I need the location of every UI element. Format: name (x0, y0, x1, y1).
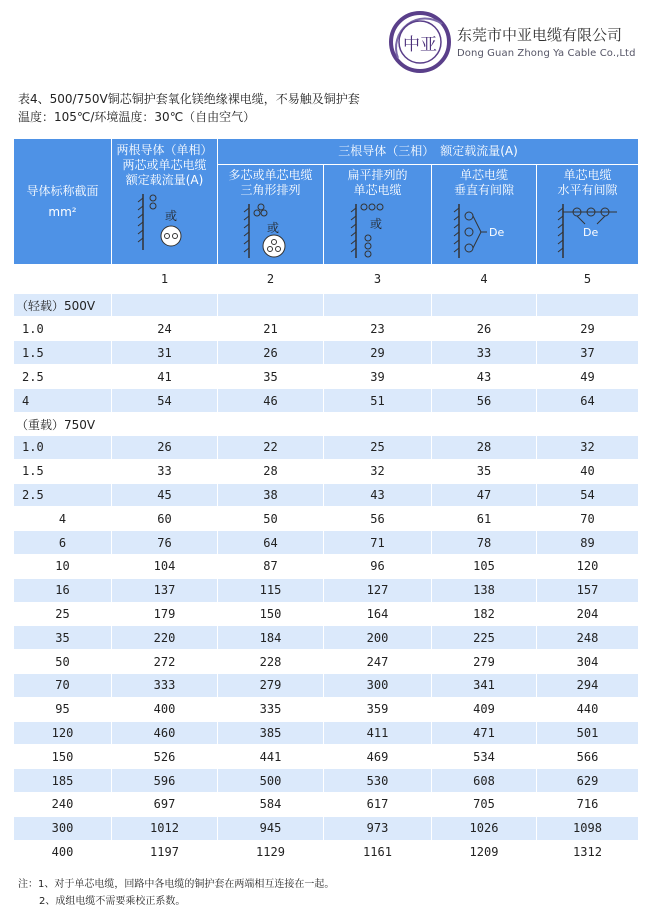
ampacity-value: 1098 (537, 816, 639, 840)
ampacity-value: 38 (218, 483, 324, 507)
table-row (14, 483, 639, 507)
ampacity-value: 596 (112, 769, 218, 793)
section-filler (324, 294, 432, 317)
ampacity-value: 973 (324, 816, 432, 840)
ampacity-value: 105 (432, 554, 537, 578)
ampacity-value: 87 (218, 554, 324, 578)
header-col5: 单芯电缆 水平有间隙 De (537, 165, 639, 265)
ampacity-value: 26 (218, 341, 324, 365)
section-filler (324, 413, 432, 436)
ampacity-value: 469 (324, 745, 432, 769)
table-row (14, 389, 639, 413)
ampacity-value: 530 (324, 769, 432, 793)
table-row (14, 459, 639, 483)
table-row (14, 626, 639, 650)
ampacity-value: 21 (218, 317, 324, 341)
ampacity-value: 115 (218, 578, 324, 602)
ampacity-value: 32 (324, 459, 432, 483)
ampacity-value: 89 (537, 531, 639, 555)
ampacity-value: 1197 (112, 840, 218, 864)
ampacity-value: 526 (112, 745, 218, 769)
diagram-flat-icon (348, 202, 408, 260)
ampacity-value: 716 (537, 792, 639, 816)
ampacity-value: 534 (432, 745, 537, 769)
ampacity-value: 78 (432, 531, 537, 555)
ampacity-value: 501 (537, 721, 639, 745)
table-row (14, 554, 639, 578)
header-two-conductors: 两根导体（单相） 两芯或单芯电缆 额定载流量(A) 或 (112, 139, 218, 265)
table-row (14, 650, 639, 674)
ampacity-value: 440 (537, 697, 639, 721)
note-1: 注：1、对于单芯电缆，回路中各电缆的铜护套在两端相互连接在一起。 (18, 879, 335, 890)
ampacity-value: 629 (537, 769, 639, 793)
conductor-size: 4 (14, 507, 112, 531)
ampacity-value: 359 (324, 697, 432, 721)
conductor-size: 400 (14, 840, 112, 864)
col-number: 4 (432, 265, 537, 294)
table-row (14, 436, 639, 460)
table-row (14, 317, 639, 341)
diagram-horizontal-spaced-icon (555, 202, 621, 260)
header-col4: 单芯电缆 垂直有间隙 De (432, 165, 537, 265)
ampacity-value: 33 (432, 341, 537, 365)
conductor-size: 240 (14, 792, 112, 816)
ampacity-value: 411 (324, 721, 432, 745)
ampacity-value: 1209 (432, 840, 537, 864)
section-label: （重载）750V (14, 413, 112, 436)
svg-text:或: 或 (164, 209, 177, 223)
section-filler (218, 413, 324, 436)
table-row (14, 769, 639, 793)
ampacity-value: 35 (218, 365, 324, 389)
ampacity-value: 1026 (432, 816, 537, 840)
conductor-size: 6 (14, 531, 112, 555)
ampacity-value: 33 (112, 459, 218, 483)
ampacity-value: 24 (112, 317, 218, 341)
ampacity-value: 32 (537, 436, 639, 460)
ampacity-value: 43 (432, 365, 537, 389)
ampacity-value: 70 (537, 507, 639, 531)
ampacity-value: 54 (537, 483, 639, 507)
conductor-size: 2.5 (14, 483, 112, 507)
conductor-size: 25 (14, 602, 112, 626)
ampacity-value: 341 (432, 673, 537, 697)
ampacity-value: 120 (537, 554, 639, 578)
ampacity-value: 1161 (324, 840, 432, 864)
ampacity-value: 385 (218, 721, 324, 745)
header-col2: 多芯或单芯电缆 三角形排列 或 (218, 165, 324, 265)
ampacity-value: 29 (537, 317, 639, 341)
ampacity-value: 184 (218, 626, 324, 650)
section-row-light (14, 294, 639, 317)
ampacity-value: 43 (324, 483, 432, 507)
ampacity-value: 29 (324, 341, 432, 365)
ampacity-value: 46 (218, 389, 324, 413)
section-filler (112, 413, 218, 436)
ampacity-value: 45 (112, 483, 218, 507)
ampacity-value: 272 (112, 650, 218, 674)
table-row (14, 602, 639, 626)
section-row-heavy (14, 413, 639, 436)
conductor-size: 95 (14, 697, 112, 721)
ampacity-value: 60 (112, 507, 218, 531)
ampacity-value: 150 (218, 602, 324, 626)
col-number: 2 (218, 265, 324, 294)
section-filler (432, 413, 537, 436)
ampacity-value: 37 (537, 341, 639, 365)
col-number: 5 (537, 265, 639, 294)
col-number: 1 (112, 265, 218, 294)
ampacity-value: 945 (218, 816, 324, 840)
table-row (14, 697, 639, 721)
ampacity-value: 104 (112, 554, 218, 578)
ampacity-value: 608 (432, 769, 537, 793)
section-filler (112, 294, 218, 317)
svg-text:De: De (582, 226, 598, 239)
table-row (14, 673, 639, 697)
ampacity-value: 49 (537, 365, 639, 389)
ampacity-value: 41 (112, 365, 218, 389)
conductor-size: 185 (14, 769, 112, 793)
ampacity-value: 697 (112, 792, 218, 816)
ampacity-value: 248 (537, 626, 639, 650)
conductor-size: 70 (14, 673, 112, 697)
ampacity-value: 204 (537, 602, 639, 626)
table-conditions: 温度：105℃/环境温度：30℃（自由空气） (18, 110, 256, 124)
section-filler (537, 413, 639, 436)
conductor-size: 1.0 (14, 436, 112, 460)
table-row (14, 341, 639, 365)
ampacity-value: 225 (432, 626, 537, 650)
ampacity-value: 54 (112, 389, 218, 413)
ampacity-value: 179 (112, 602, 218, 626)
ampacity-value: 300 (324, 673, 432, 697)
column-number-row (14, 265, 639, 294)
ampacity-value: 76 (112, 531, 218, 555)
ampacity-value: 164 (324, 602, 432, 626)
diagram-two-core-icon (135, 192, 195, 252)
ampacity-value: 61 (432, 507, 537, 531)
ampacity-value: 400 (112, 697, 218, 721)
ampacity-value: 247 (324, 650, 432, 674)
ampacity-value: 460 (112, 721, 218, 745)
svg-text:De: De (489, 226, 505, 239)
ampacity-value: 294 (537, 673, 639, 697)
ampacity-value: 28 (432, 436, 537, 460)
ampacity-value: 500 (218, 769, 324, 793)
col-number: 3 (324, 265, 432, 294)
conductor-size: 4 (14, 389, 112, 413)
ampacity-value: 335 (218, 697, 324, 721)
conductor-size: 300 (14, 816, 112, 840)
conductor-size: 50 (14, 650, 112, 674)
ampacity-value: 279 (218, 673, 324, 697)
table-row (14, 531, 639, 555)
conductor-size: 1.5 (14, 341, 112, 365)
ampacity-value: 471 (432, 721, 537, 745)
ampacity-value: 220 (112, 626, 218, 650)
ampacity-value: 96 (324, 554, 432, 578)
table-row (14, 721, 639, 745)
table-row (14, 507, 639, 531)
ampacity-value: 64 (537, 389, 639, 413)
ampacity-table (13, 138, 639, 864)
ampacity-value: 40 (537, 459, 639, 483)
ampacity-value: 1312 (537, 840, 639, 864)
table-row (14, 840, 639, 864)
ampacity-value: 279 (432, 650, 537, 674)
ampacity-value: 28 (218, 459, 324, 483)
ampacity-value: 566 (537, 745, 639, 769)
svg-text:或: 或 (369, 217, 382, 231)
table-caption: 表4、500/750V铜芯铜护套氧化镁绝缘裸电缆，不易触及铜护套 (18, 92, 360, 106)
diagram-vertical-spaced-icon (451, 202, 517, 260)
ampacity-value: 51 (324, 389, 432, 413)
conductor-size: 10 (14, 554, 112, 578)
ampacity-value: 25 (324, 436, 432, 460)
ampacity-value: 200 (324, 626, 432, 650)
company-name-cn: 东莞市中亚电缆有限公司 (457, 26, 623, 44)
ampacity-value: 409 (432, 697, 537, 721)
ampacity-value: 584 (218, 792, 324, 816)
ampacity-value: 31 (112, 341, 218, 365)
table-row (14, 816, 639, 840)
ampacity-value: 50 (218, 507, 324, 531)
svg-text:或: 或 (266, 221, 279, 235)
table-row (14, 365, 639, 389)
header-three-conductors: 三根导体（三相） 额定载流量(A) (218, 139, 639, 165)
table-row (14, 745, 639, 769)
ampacity-value: 56 (324, 507, 432, 531)
ampacity-value: 47 (432, 483, 537, 507)
ampacity-value: 182 (432, 602, 537, 626)
ampacity-value: 157 (537, 578, 639, 602)
conductor-size: 1.0 (14, 317, 112, 341)
diagram-trefoil-icon (241, 202, 301, 260)
ampacity-value: 127 (324, 578, 432, 602)
ampacity-value: 1012 (112, 816, 218, 840)
section-label: （轻载）500V (14, 294, 112, 317)
table-row (14, 578, 639, 602)
ampacity-value: 228 (218, 650, 324, 674)
ampacity-value: 441 (218, 745, 324, 769)
note-2: 2、成组电缆不需要乘校正系数。 (39, 896, 186, 907)
ampacity-value: 333 (112, 673, 218, 697)
ampacity-value: 39 (324, 365, 432, 389)
header-conductor: 导体标称截面 mm² (14, 139, 112, 265)
company-name-en: Dong Guan Zhong Ya Cable Co.,Ltd (457, 48, 636, 59)
ampacity-value: 71 (324, 531, 432, 555)
ampacity-value: 22 (218, 436, 324, 460)
conductor-size: 150 (14, 745, 112, 769)
ampacity-value: 23 (324, 317, 432, 341)
company-logo (388, 10, 452, 74)
conductor-size: 35 (14, 626, 112, 650)
logo-text: 中亚 (403, 35, 437, 55)
section-filler (432, 294, 537, 317)
ampacity-value: 56 (432, 389, 537, 413)
ampacity-value: 64 (218, 531, 324, 555)
ampacity-value: 617 (324, 792, 432, 816)
ampacity-value: 304 (537, 650, 639, 674)
ampacity-value: 35 (432, 459, 537, 483)
conductor-size: 2.5 (14, 365, 112, 389)
col-number-blank (14, 265, 112, 294)
conductor-size: 1.5 (14, 459, 112, 483)
ampacity-value: 1129 (218, 840, 324, 864)
table-row (14, 792, 639, 816)
ampacity-value: 26 (432, 317, 537, 341)
section-filler (218, 294, 324, 317)
header-col3: 扁平排列的 单芯电缆 或 (324, 165, 432, 265)
conductor-size: 16 (14, 578, 112, 602)
conductor-size: 120 (14, 721, 112, 745)
ampacity-value: 705 (432, 792, 537, 816)
ampacity-value: 26 (112, 436, 218, 460)
ampacity-value: 138 (432, 578, 537, 602)
ampacity-value: 137 (112, 578, 218, 602)
section-filler (537, 294, 639, 317)
